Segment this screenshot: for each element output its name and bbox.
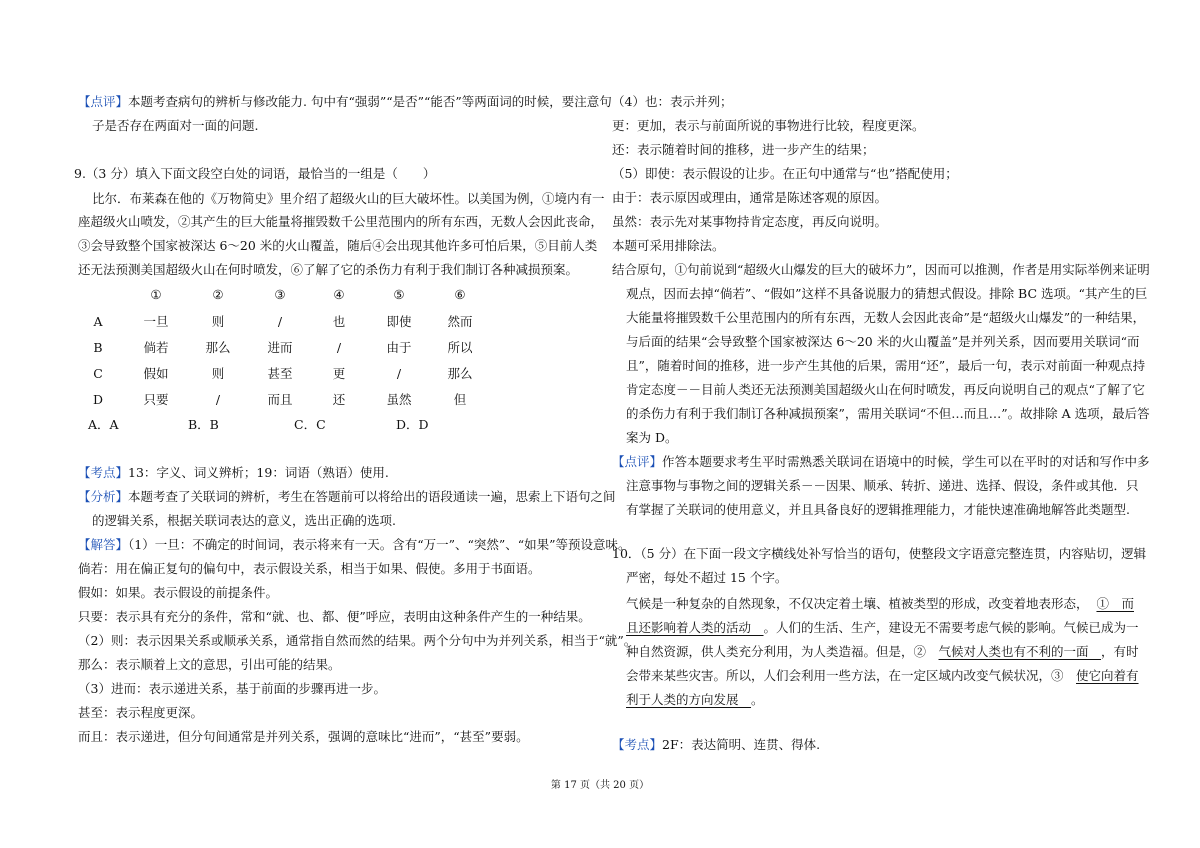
jieda-line: 还：表示随着时间的推移，进一步产生的结果； (612, 142, 875, 157)
fenxi-text-cont: 的逻辑关系，根据关联词表达的意义，选出正确的选项. (92, 513, 396, 528)
jieda-line: 本题可采用排除法。 (612, 238, 725, 253)
q9-passage-line: 还无法预测美国超级火山在何时喷发，⑥了解了它的杀伤力有利于我们制订各种减损预案。 (78, 262, 579, 277)
kaodian-tag: 【考点】 (612, 737, 663, 752)
jieda-line: 与后面的结果“会导致整个国家被深达 6～20 米的火山覆盖”是并列关系，因而要用关联词“而 (626, 334, 1140, 349)
jieda-line: 只要：表示具有充分的条件，常和“就、也、都、便”呼应，表明由这种条件产生的一种结果。 (78, 609, 591, 624)
table-row-label: D (92, 392, 104, 407)
jieda-tag: 【解答】 (78, 537, 129, 552)
table-cell: / (215, 392, 221, 407)
q10-passage-line (626, 644, 1139, 660)
kaodian-block (78, 465, 389, 481)
dianping-block-2 (612, 454, 1150, 470)
dianping-text: 作答本题要求考生平时需熟悉关联词在语境中的时候，学生可以在平时的对话和写作中多 (662, 454, 1150, 469)
table-cell: / (396, 366, 402, 381)
table-row-label: C (93, 366, 103, 381)
passage-text: 种自然资源，供人类充分利用，为人类造福。但是，② (626, 644, 939, 659)
q10-stem-cont: 严密，每处不超过 15 个字。 (626, 570, 788, 585)
table-cell: 甚至 (267, 366, 293, 381)
q10-passage-line (626, 668, 1139, 684)
table-cell: 假如 (143, 366, 169, 381)
jieda-line: 虽然：表示先对某事物持肯定态度，再反向说明。 (612, 214, 888, 229)
jieda-line: 大能量将摧毁数千公里范围内的所有东西，无数人会因此丧命”是“超级火山爆发”的一种结果， (626, 310, 1146, 325)
table-header-cell: ④ (333, 287, 345, 302)
passage-text: 会带来某些灾害。所以，人们会利用一些方法，在一定区域内改变气候状况，③ (626, 668, 1077, 683)
table-cell: 更 (332, 366, 346, 381)
answer-blank-1-cont: 且还影响着人类的活动 (626, 620, 764, 635)
dianping-text-cont: 注意事物与事物之间的逻辑关系－－因果、顺承、转折、递进、选择、假设，条件或其他．只 (626, 478, 1139, 493)
q9-option-c[interactable]: C．C (294, 417, 326, 432)
table-cell: / (277, 314, 283, 329)
jieda-text: （1）一旦：不确定的时间词，表示将来有一天。含有“万一”、“突然”、“如果”等预设意味。 (128, 537, 631, 552)
dianping-tag: 【点评】 (78, 94, 129, 109)
jieda-line: （2）则：表示因果关系或顺承关系，通常指自然而然的结果。两个分句中为并列关系，相当于“就”。 (78, 633, 637, 648)
jieda-line: 肯定态度－－目前人类还无法预测美国超级火山在何时喷发，再反向说明自己的观点“了解了它 (626, 382, 1145, 397)
q9-option-b[interactable]: B．B (188, 417, 219, 432)
answer-blank-2: 气候对人类也有不利的一面 (938, 644, 1102, 659)
jieda-line: 倘若：用在偏正复句的偏句中，表示假设关系，相当于如果、假使。多用于书面语。 (78, 561, 541, 576)
q9-option-d[interactable]: D．D (396, 417, 429, 432)
table-cell: 即使 (386, 314, 412, 329)
table-cell: 但 (453, 392, 467, 407)
q10-stem: 10．（5 分）在下面一段文字横线处补写恰当的语句，使整段文字语意完整连贯，内容贴切，逻辑 (612, 546, 1147, 561)
kaodian-text: 2F：表达简明、连贯、得体. (662, 737, 821, 752)
table-cell: 只要 (143, 392, 169, 407)
fenxi-block (78, 489, 616, 505)
table-cell: 一旦 (143, 314, 169, 329)
jieda-line: 结合原句，①句前说到“超级火山爆发的巨大的破坏力”，因而可以推测，作者是用实际举例来证明 (612, 262, 1150, 277)
q9-passage-line: ③会导致整个国家被深达 6～20 米的火山覆盖，随后④会出现其他许多可怕后果，⑤目前人类 (78, 238, 598, 253)
dianping-text-cont: 子是否存在两面对一面的问题. (92, 118, 259, 133)
dianping-text-cont: 有掌握了关联词的使用意义，并且具备良好的逻辑推理能力，才能快速准确地解答此类题型. (626, 502, 1130, 517)
q9-option-a[interactable]: A．A (88, 417, 119, 432)
table-cell: 由于 (386, 340, 412, 355)
jieda-line: （3）进而：表示递进关系，基于前面的步骤再进一步。 (78, 681, 386, 696)
table-cell: 则 (211, 314, 225, 329)
jieda-line: 假如：如果。表示假设的前提条件。 (78, 585, 279, 600)
table-cell: 也 (332, 314, 346, 329)
answer-blank-3-cont: 利于人类的方向发展 (626, 692, 752, 707)
passage-text: 。 (751, 692, 764, 707)
q9-passage-line: 比尔．布莱森在他的《万物简史》里介绍了超级火山的巨大破坏性。以美国为例，①境内有一 (92, 191, 605, 206)
jieda-line: 的杀伤力有利于我们制订各种减损预案”，需用关联词“不但…而且…”。故排除 A 选项，最后答 (626, 406, 1150, 421)
dianping-tag: 【点评】 (612, 454, 663, 469)
jieda-block (78, 537, 631, 553)
table-cell: 那么 (447, 366, 473, 381)
table-cell: / (336, 340, 342, 355)
jieda-line: 由于：表示原因或理由，通常是陈述客观的原因。 (612, 190, 888, 205)
fenxi-text: 本题考查了关联词的辨析，考生在答题前可以将给出的语段通读一遍，思索上下语句之间 (128, 489, 616, 504)
table-cell: 所以 (447, 340, 473, 355)
table-header-cell: ③ (274, 287, 286, 302)
jieda-line: 那么：表示顺着上文的意思，引出可能的结果。 (78, 657, 341, 672)
table-header-cell: ⑤ (393, 287, 405, 302)
table-cell: 还 (332, 392, 346, 407)
jieda-line: 且”，随着时间的推移，进一步产生其他的后果，需用“还”，最后一句，表示对前面一种观点持 (626, 358, 1146, 373)
jieda-line: 更：更加，表示与前面所说的事物进行比较，程度更深。 (612, 118, 925, 133)
q9-passage-line: 座超级火山喷发，②其产生的巨大能量将摧毁数千公里范围内的所有东西，无数人会因此丧命， (78, 214, 604, 229)
table-cell: 进而 (267, 340, 293, 355)
table-header-cell: ⑥ (454, 287, 466, 302)
jieda-line: 而且：表示递进，但分句间通常是并列关系，强调的意味比“进而”，“甚至”要弱。 (78, 729, 529, 744)
dianping-text: 本题考查病句的辨析与修改能力. 句中有“强弱”“是否”“能否”等两面词的时候，要注意句 (128, 94, 612, 109)
table-cell: 那么 (205, 340, 231, 355)
q10-passage-line (626, 692, 764, 708)
dianping-block-1 (78, 94, 612, 110)
q10-passage-line (626, 620, 1139, 636)
jieda-line: 观点，因而去掉“倘若”、“假如”这样不具备说服力的猜想式假设。排除 BC 选项。“其产生的巨 (626, 286, 1148, 301)
table-cell: 倘若 (143, 340, 169, 355)
q10-passage-line (626, 596, 1134, 612)
page-footer: 第 17 页（共 20 页） (550, 780, 650, 791)
table-cell: 则 (211, 366, 225, 381)
passage-text: 。人们的生活、生产，建设无不需要考虑气候的影响。气候已成为一 (763, 620, 1139, 635)
kaodian-text: 13：字义、词义辨析；19：词语（熟语）使用. (128, 465, 389, 480)
jieda-line: 甚至：表示程度更深。 (78, 705, 204, 720)
table-header-cell: ② (212, 287, 224, 302)
table-row-label: A (93, 314, 103, 329)
kaodian-tag: 【考点】 (78, 465, 129, 480)
q9-stem: 9.（3 分）填入下面文段空白处的词语，最恰当的一组是（ ） (74, 166, 436, 181)
passage-text: ，有时 (1101, 644, 1139, 659)
table-row-label: B (93, 340, 103, 355)
kaodian-block-2 (612, 737, 820, 753)
jieda-line: （5）即使：表示假设的让步。在正句中通常与“也”搭配使用； (612, 166, 958, 181)
table-header-cell: ① (150, 287, 162, 302)
jieda-line: 案为 D。 (626, 430, 678, 445)
jieda-line: （4）也：表示并列； (612, 94, 733, 109)
passage-text: 气候是一种复杂的自然现象，不仅决定着土壤、植被类型的形成，改变着地表形态， (626, 596, 1089, 611)
table-cell: 而且 (267, 392, 293, 407)
table-cell: 虽然 (386, 392, 412, 407)
table-cell: 然而 (447, 314, 473, 329)
answer-blank-1: ① 而 (1096, 596, 1134, 611)
answer-blank-3: 使它向着有 (1076, 668, 1139, 683)
fenxi-tag: 【分析】 (78, 489, 129, 504)
